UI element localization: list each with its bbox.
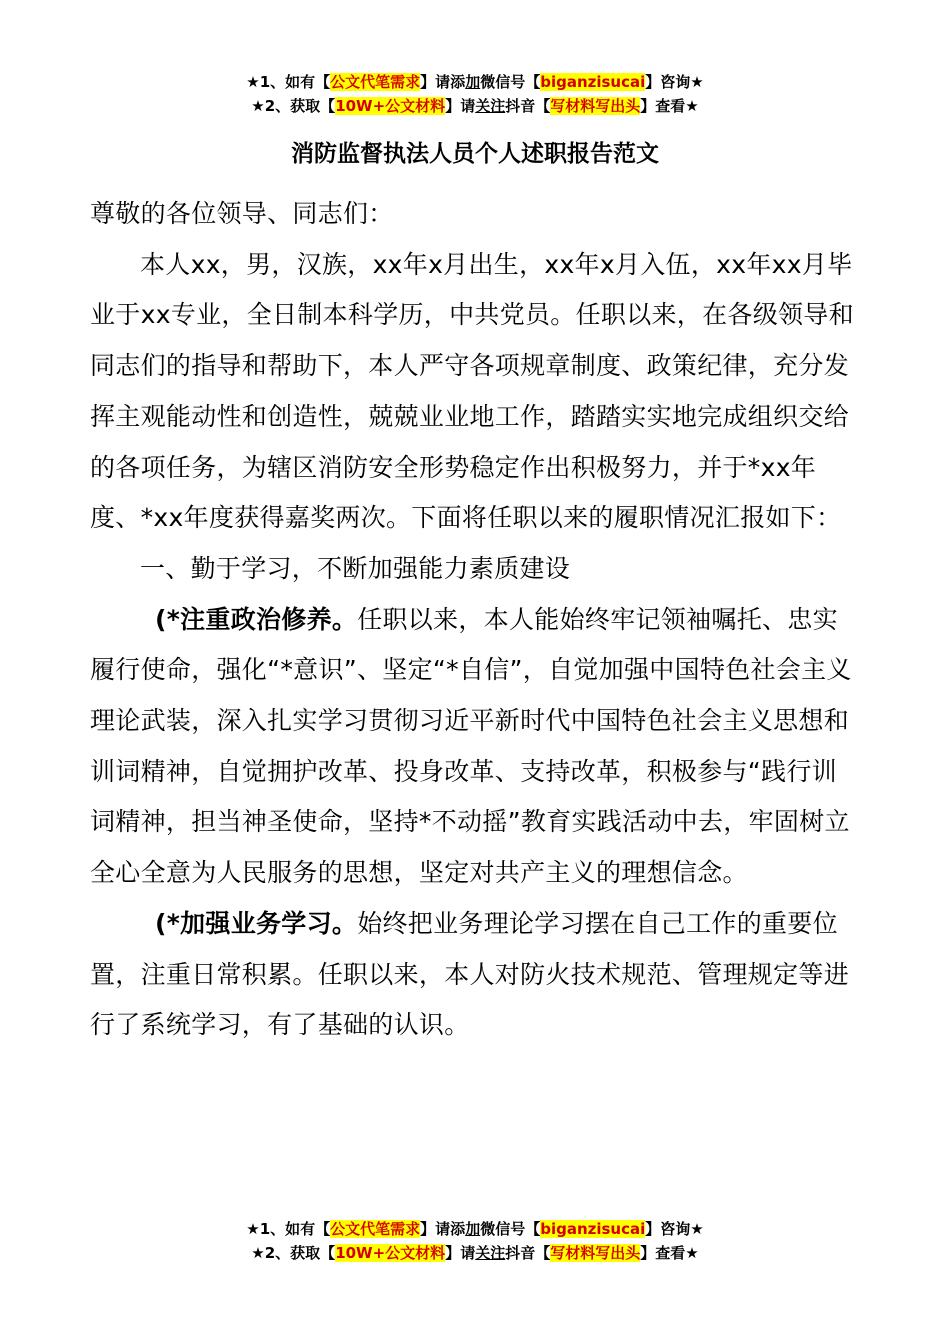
banner-wechat-id: biganzisucai bbox=[540, 73, 646, 91]
banner-text: 】咨询★ bbox=[645, 1220, 704, 1238]
banner-text: 】请 bbox=[445, 97, 476, 115]
paragraph-text: 始终把业务理论学习摆在自己工作的重要位置，注重日常积累。任职以来，本人对防火技术规范、管理规定等进行了系统学习，有了基础的认识。 bbox=[90, 908, 850, 1040]
footer-banner bbox=[0, 1217, 950, 1265]
banner-text: 】请添 bbox=[420, 73, 466, 91]
banner-douyin-name: 写材料写出头 bbox=[550, 1244, 641, 1262]
banner-highlight: 10W+公文材料 bbox=[335, 97, 446, 115]
section-heading: 一、勤于学习，不断加强能力素质建设 bbox=[140, 553, 571, 583]
banner-text: ★1、如有【 bbox=[246, 73, 331, 91]
banner-highlight: 10W+公文材料 bbox=[335, 1244, 446, 1262]
paragraph-lead: (*加强业务学习。 bbox=[155, 908, 358, 938]
banner-text: 】查看★ bbox=[640, 1244, 699, 1262]
paragraph-lead: (*注重政治修养。 bbox=[155, 604, 358, 634]
intro-paragraph: 本人xx，男，汉族，xx年x月出生，xx年x月入伍，xx年xx月毕业于xx专业，全日制本科学历，中共党员。任职以来，在各级领导和同志们的指导和帮助下，本人严守各项规章制度、政策纪律，充分发挥主观能动性和创造性，兢兢业业地工作，踏踏实实地完成组织交给的各项任务，为辖区消防安全形势稳定作出积极努力，并于*xx年度、*xx年度获得嘉奖两次。下面将任职以来的履职情况汇报如下： bbox=[90, 249, 854, 533]
banner-underline: 加 bbox=[465, 1220, 481, 1238]
banner-text: 】查看★ bbox=[640, 97, 699, 115]
paragraph-political bbox=[90, 595, 862, 899]
banner-line-2 bbox=[0, 94, 950, 118]
banner-underline: 加 bbox=[465, 73, 481, 91]
banner-text: 】请添 bbox=[420, 1220, 466, 1238]
document-body bbox=[90, 189, 862, 1051]
banner-line-1 bbox=[0, 1217, 950, 1241]
banner-underline: 关注 bbox=[475, 1244, 506, 1262]
banner-underline: 关注 bbox=[475, 97, 506, 115]
document-title: 消防监督执法人员个人述职报告范文 bbox=[291, 141, 659, 167]
paragraph-business bbox=[90, 899, 862, 1051]
banner-text: ★1、如有【 bbox=[246, 1220, 331, 1238]
banner-douyin-name: 写材料写出头 bbox=[550, 97, 641, 115]
banner-text: 微信号【 bbox=[480, 73, 541, 91]
paragraph-text: 任职以来，本人能始终牢记领袖嘱托、忠实履行使命，强化“*意识”、坚定“*自信”，自觉加强中国特色社会主义理论武装，深入扎实学习贯彻习近平新时代中国特色社会主义思想和训词精神，自觉拥护改革、投身改革、支持改革，积极参与“践行训词精神，担当神圣使命，坚持*不动摇”教育实践活动中去，牢固树立全心全意为人民服务的思想，坚定对共产主义的理想信念。 bbox=[90, 604, 852, 888]
banner-wechat-id: biganzisucai bbox=[540, 1220, 646, 1238]
banner-highlight: 公文代笔需求 bbox=[330, 1220, 421, 1238]
banner-line-1 bbox=[0, 70, 950, 94]
banner-text: ★2、获取【 bbox=[251, 1244, 336, 1262]
banner-highlight: 公文代笔需求 bbox=[330, 73, 421, 91]
banner-text: ★2、获取【 bbox=[251, 97, 336, 115]
banner-text: 】请 bbox=[445, 1244, 476, 1262]
banner-text: 抖音【 bbox=[505, 97, 551, 115]
banner-line-2 bbox=[0, 1241, 950, 1265]
banner-text: 微信号【 bbox=[480, 1220, 541, 1238]
banner-text: 抖音【 bbox=[505, 1244, 551, 1262]
salutation: 尊敬的各位领导、同志们： bbox=[90, 199, 394, 228]
header-banner bbox=[0, 70, 950, 118]
banner-text: 】咨询★ bbox=[645, 73, 704, 91]
